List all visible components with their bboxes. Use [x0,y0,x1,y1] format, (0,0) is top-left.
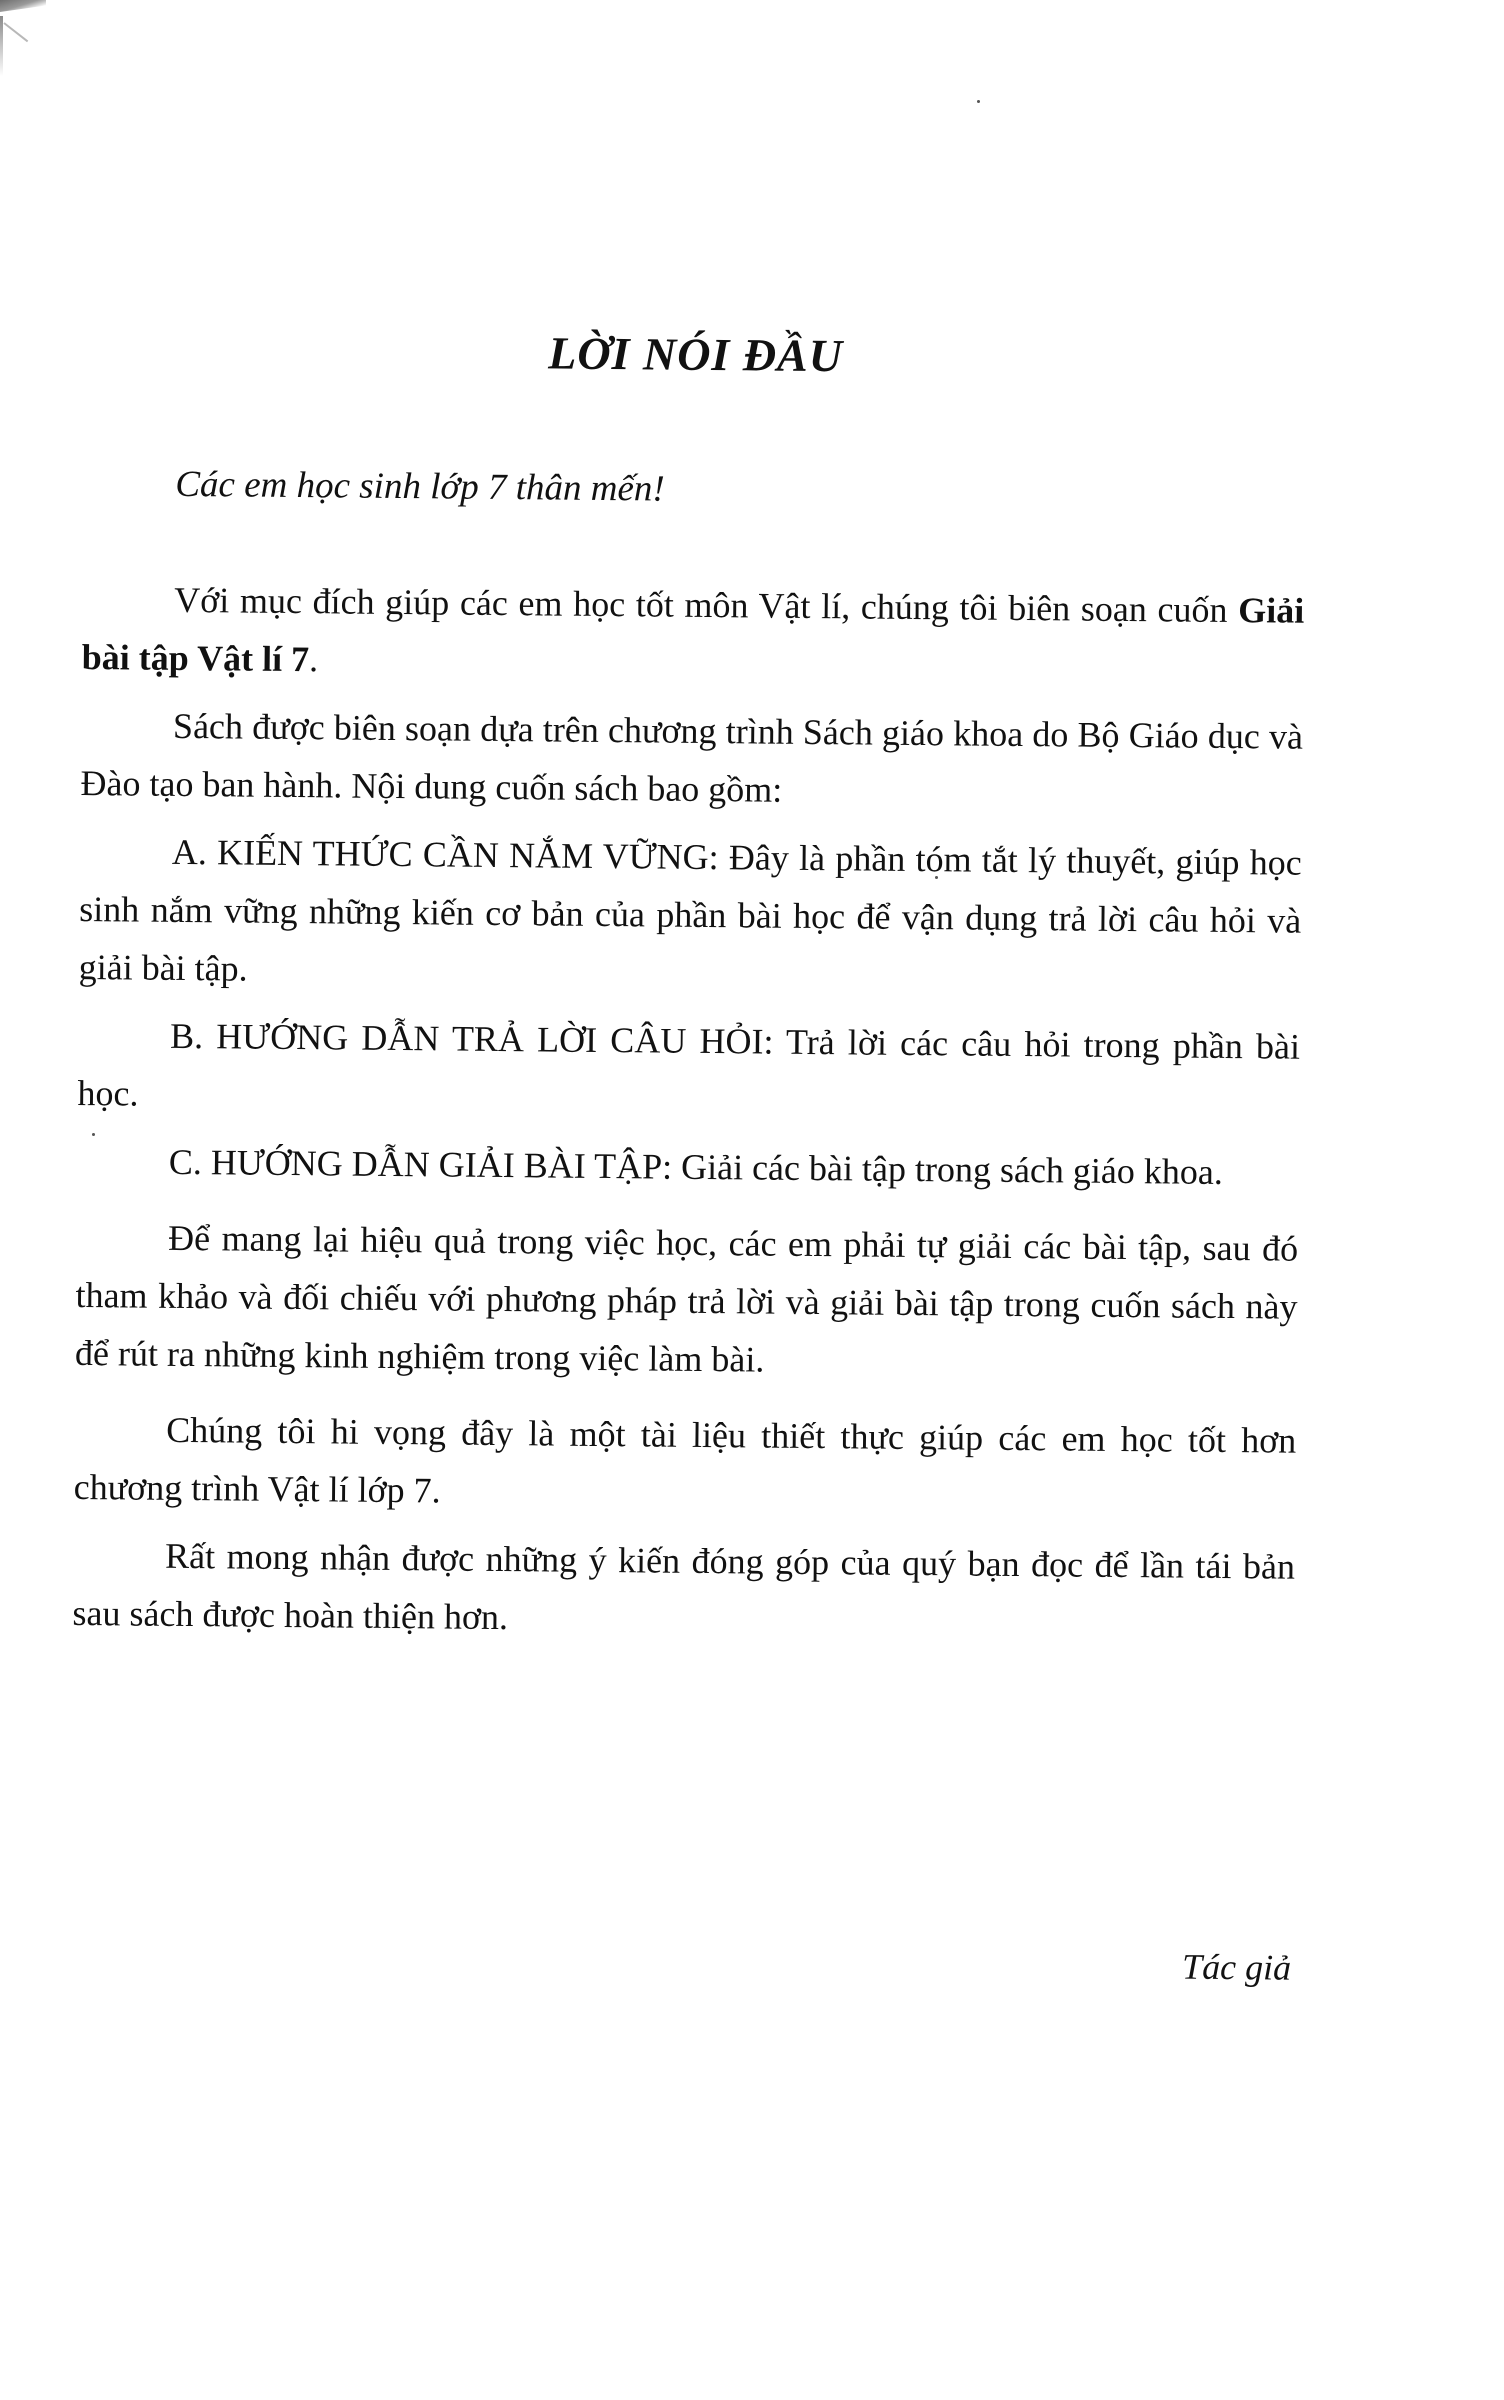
paragraph-hope: Chúng tôi hi vọng đây là một tài liệu thiết thực giúp các em học tốt hơn chương trình Vật lí lớp 7. [73,1409,1297,1511]
greeting: Các em học sinh lớp 7 thân mến! [175,463,665,510]
page-title: LỜI NÓI ĐẦU [548,327,844,382]
scan-corner-artifact [0,0,46,12]
scan-edge-artifact [0,16,3,76]
paragraph-section-a: A. KIẾN THỨC CẦN NẮM VỮNG: Đây là phần tóm tắt lý thuyết, giúp học sinh nắm vững những kiến cơ bản của phần bài học để vận dụng trả lời câu hỏi và giải bài tập. [78,831,1302,989]
document-body [72,570,1304,1664]
scan-curl-artifact [3,22,28,42]
signature: Tác giả [1181,1946,1292,1988]
paragraph-section-c: C. HƯỚNG DẪN GIẢI BÀI TẬP: Giải các bài tập trong sách giáo khoa. [168,1141,1224,1192]
scan-speck [977,100,980,103]
paragraph-purpose [81,570,1304,698]
paragraph-advice: Để mang lại hiệu quả trong việc học, các em phải tự giải các bài tập, sau đó tham khảo và đối chiếu với phương pháp trả lời và giải bài tập trong cuốn sách này để rút ra những kinh nghiệm trong việc làm bài. [74,1217,1299,1380]
paragraph-purpose-end: . [308,639,319,680]
document-page [72,0,1310,1988]
paragraph-purpose-text: Với mục đích giúp các em học tốt môn Vật lí, chúng tôi biên soạn cuốn [174,579,1239,631]
paragraph-section-b: B. HƯỚNG DẪN TRẢ LỜI CÂU HỎI: Trả lời các câu hỏi trong phần bài học. [77,1015,1301,1114]
book-title: Giải bài tập Vật lí 7 [81,590,1305,680]
paragraph-feedback: Rất mong nhận được những ý kiến đóng góp của quý bạn đọc để lần tái bản sau sách được hoàn thiện hơn. [72,1535,1296,1638]
paragraph-basis: Sách được biên soạn dựa trên chương trình Sách giáo khoa do Bộ Giáo dục và Đào tạo ban hành. Nội dung cuốn sách bao gồm: [80,705,1304,810]
